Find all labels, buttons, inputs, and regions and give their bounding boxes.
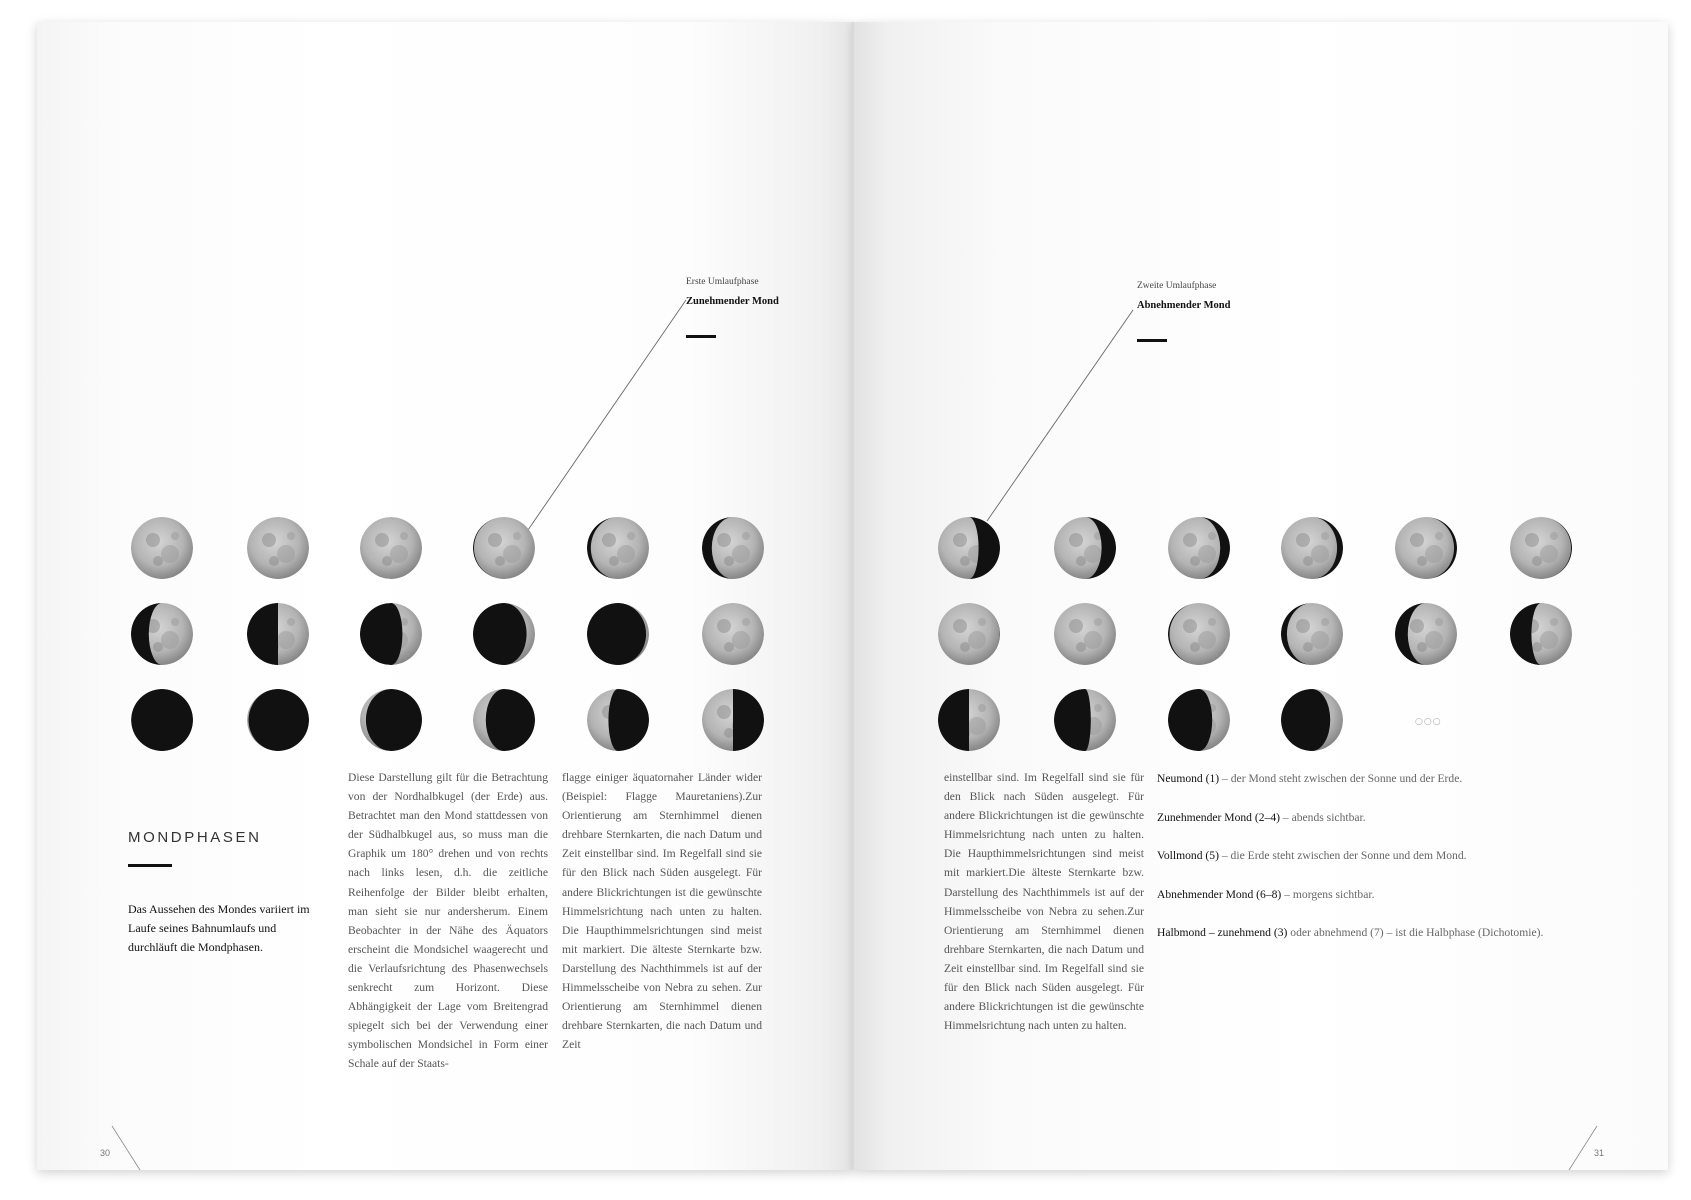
corner-stroke-right [1569, 1126, 1597, 1170]
legend-desc: – der Mond steht zwischen der Sonne und der Erde. [1219, 772, 1463, 785]
moon-phase-icon [131, 603, 193, 665]
annotation-first-phase [686, 276, 779, 309]
moon-phase-icon [938, 517, 1000, 579]
moon-phase-icon [473, 689, 535, 751]
moon-phase-icon [1510, 517, 1572, 579]
legend-term: Zunehmender Mond (2–4) [1157, 810, 1280, 824]
annotation-label: Zunehmender Mond [686, 296, 779, 308]
phase-legend [1157, 769, 1577, 962]
moon-phase-icon [702, 689, 764, 751]
page-number-right: 31 [1594, 1148, 1605, 1158]
legend-desc: – morgens sichtbar. [1281, 887, 1375, 901]
moon-phase-icon [587, 603, 649, 665]
legend-row [1157, 923, 1577, 942]
legend-term: Neumond (1) [1157, 772, 1220, 785]
moon-phase-icon [360, 689, 422, 751]
moon-phase-icon [360, 603, 422, 665]
moon-phase-icon [1168, 603, 1230, 665]
moon-phase-icon [1054, 603, 1116, 665]
callout-line-left [528, 300, 686, 530]
legend-desc: – die Erde steht zwischen der Sonne und dem Mond. [1218, 849, 1467, 862]
body-column-2: flagge einiger äquatornaher Länder wider (Beispiel: Flagge Mauretaniens).Zur Orientierung am Sternhimmel dienen drehbare Sternkarten, die nach Datum und Zeit einstellbar sind. Im Regelfall sind sie für den Blick nach Süden ausgelegt. Für andere Blickrichtungen ist die gewünschte Himmelsrichtung nach unten zu halten. Die Haupthimmelsrichtungen sind meist mit markiert. Die älteste Sternkarte bzw. Darstellung des Nachthimmels ist auf der Himmelsscheibe von Nebra zu sehen. Zur Orientierung am Sternhimmel dienen drehbare Sternkarten, die nach Datum und Zeit [562, 771, 762, 1052]
moon-phase-icon [473, 603, 535, 665]
legend-row [1157, 885, 1577, 904]
moon-phase-icon [702, 517, 764, 579]
moon-phase-icon [247, 603, 309, 665]
moon-phase-icon [360, 517, 422, 579]
moon-phase-icon [247, 517, 309, 579]
moon-phase-icon [1168, 689, 1230, 751]
moon-phase-icon [473, 517, 535, 579]
intro-text: Das Aussehen des Mondes variiert im Laufe seines Bahnumlaufs und durchläuft die Mondphasen. [128, 902, 310, 955]
moon-phase-icon [1281, 517, 1343, 579]
legend-desc: oder abnehmend (7) – ist die Halbphase (Dichotomie). [1287, 926, 1544, 939]
callout-line-right [987, 310, 1133, 521]
legend-desc: – abends sichtbar. [1280, 810, 1366, 824]
legend-row [1157, 808, 1577, 827]
moon-phase-icon [1395, 517, 1457, 579]
moon-phase-icon [1395, 603, 1457, 665]
annotation-bar-left [686, 335, 716, 338]
legend-row [1157, 846, 1577, 865]
annotation-bar-right [1137, 339, 1167, 342]
annotation-second-phase [1137, 280, 1230, 313]
moon-phase-icon [131, 517, 193, 579]
legend-term: Abnehmender Mond (6–8) [1157, 887, 1282, 901]
moon-phase-icon [702, 603, 764, 665]
body-column-3: einstellbar sind. Im Regelfall sind sie für den Blick nach Süden ausgelegt. Für andere Blickrichtungen ist die gewünschte Himmelsrichtung nach unten zu halten. Die Haupthimmelsrichtungen sind meist mit markiert.Die älteste Sternkarte bzw. Darstellung des Nachthimmels ist auf der Himmelsscheibe von Nebra zu sehen.Zur Orientierung am Sternhimmel dienen drehbare Sternkarten, die nach Datum und Zeit einstellbar sind. Im Regelfall sind sie für den Blick nach Süden ausgelegt. Für andere Blickrichtungen ist die gewünschte Himmelsrichtung nach unten zu halten. [944, 771, 1144, 1033]
moon-phase-icon [1281, 603, 1343, 665]
moon-phase-icon [587, 517, 649, 579]
moon-phase-icon [938, 603, 1000, 665]
moon-phase-icon [131, 689, 193, 751]
moon-phase-icon [1168, 517, 1230, 579]
moon-phase-icon [1054, 517, 1116, 579]
moon-phase-icon [1281, 689, 1343, 751]
page-number-left: 30 [100, 1148, 111, 1158]
legend-term: Vollmond (5) [1157, 849, 1219, 862]
page-title: MONDPHASEN [128, 829, 262, 846]
corner-stroke-left [112, 1126, 140, 1170]
legend-row [1157, 769, 1577, 788]
continuation-dots: ○○○ [1415, 717, 1442, 727]
moon-phase-icon [938, 689, 1000, 751]
annotation-caption: Erste Umlaufphase [686, 277, 759, 287]
moon-phase-icon [1054, 689, 1116, 751]
moon-phase-icon [247, 689, 309, 751]
body-column-1: Diese Darstellung gilt für die Betrachtung von der Nordhalbkugel (der Erde) aus. Betrachtet man den Mond stattdessen von der Südhalbkugel aus, so muss man die Graphik um 180° drehen und von rechts nach links lesen, d.h. die zeitliche Reihenfolge der Bilder bleibt erhalten, man sieht sie nur andersherum. Einem Beobachter in der Nähe des Äquators erscheint die Mondsichel waagerecht und die Verlaufsrichtung des Phasenwechsels senkrecht zum Horizont. Diese Abhängigkeit der Lage vom Breitengrad spiegelt sich bei der Verwendung einer symbolischen Mondsichel in Form einer Schale auf der Staats- [348, 771, 548, 1071]
moon-phase-icon [1510, 603, 1572, 665]
moon-phase-icon [587, 689, 649, 751]
title-underline [128, 864, 172, 867]
annotation-label: Abnehmender Mond [1137, 300, 1231, 312]
annotation-caption: Zweite Umlaufphase [1137, 281, 1217, 291]
legend-term: Halbmond – zunehmend (3) [1157, 926, 1288, 939]
